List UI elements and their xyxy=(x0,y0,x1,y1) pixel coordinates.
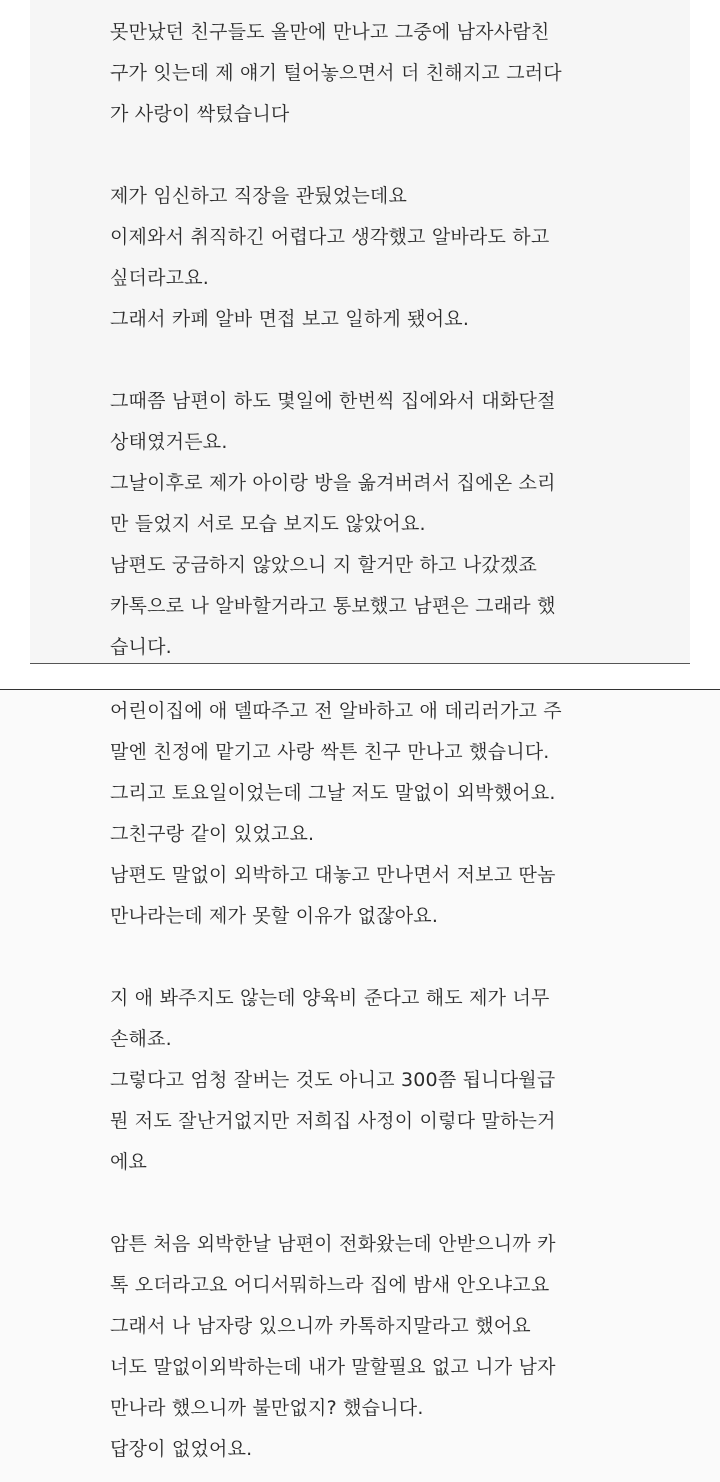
text-line: 그친구랑 같이 있었고요. xyxy=(110,823,315,845)
text-line: 구가 잇는데 제 얘기 털어놓으면서 더 친해지고 그러다 xyxy=(110,62,562,84)
text-line: 싶더라고요. xyxy=(110,267,210,289)
text-line: 만나라 했으니까 불만없지? 했습니다. xyxy=(110,1397,424,1419)
text-line: 그래서 나 남자랑 있으니까 카톡하지말라고 했어요 xyxy=(110,1315,531,1337)
blank-line xyxy=(110,340,700,381)
text-line: 답장이 없었어요. xyxy=(110,1438,253,1460)
text-line: 만 들었지 서로 모습 보지도 않았어요. xyxy=(110,513,426,535)
text-line: 말엔 친정에 맡기고 사랑 싹튼 친구 만나고 했습니다. xyxy=(110,741,550,763)
text-line: 그날이후로 제가 아이랑 방을 옮겨버려서 집에온 소리 xyxy=(110,472,556,494)
text-line: 남편도 궁금하지 않았으니 지 할거만 하고 나갔겠죠 xyxy=(110,554,538,576)
text-line: 톡 오더라고요 어디서뭐하느라 집에 밤새 안오냐고요 xyxy=(110,1274,550,1296)
text-line: 카톡으로 나 알바할거라고 통보했고 남편은 그래라 했 xyxy=(110,595,556,617)
text-line: 뭔 저도 잘난거없지만 저희집 사정이 이렇다 말하는거 xyxy=(110,1110,556,1132)
blank-line xyxy=(110,135,700,176)
text-line: 제가 임신하고 직장을 관뒀었는데요 xyxy=(110,185,408,207)
text-line: 그리고 토요일이었는데 그날 저도 말없이 외박했어요. xyxy=(110,782,556,804)
text-line: 그래서 카페 알바 면접 보고 일하게 됐어요. xyxy=(110,308,470,330)
blank-line xyxy=(110,937,700,978)
text-line: 상태였거든요. xyxy=(110,431,228,453)
text-line: 어린이집에 애 델따주고 전 알바하고 애 데리러가고 주 xyxy=(110,700,562,722)
text-line: 지 애 봐주지도 않는데 양육비 준다고 해도 제가 너무 xyxy=(110,987,550,1009)
text-line: 가 사랑이 싹텄습니다 xyxy=(110,103,290,125)
blank-line xyxy=(110,1183,700,1224)
text-line: 이제와서 취직하긴 어렵다고 생각했고 알바라도 하고 xyxy=(110,226,550,248)
text-line: 그때쯤 남편이 하도 몇일에 한번씩 집에와서 대화단절 xyxy=(110,390,556,412)
post-text-bottom xyxy=(110,691,700,1470)
text-line: 에요 xyxy=(110,1151,148,1173)
text-line: 못만났던 친구들도 올만에 만나고 그중에 남자사람친 xyxy=(110,21,550,43)
text-line: 만나라는데 제가 못할 이유가 없잖아요. xyxy=(110,905,439,927)
text-line: 너도 말없이외박하는데 내가 말할필요 없고 니가 남자 xyxy=(110,1356,556,1378)
text-line: 암튼 처음 외박한날 남편이 전화왔는데 안받으니까 카 xyxy=(110,1233,556,1255)
text-line: 손해죠. xyxy=(110,1028,172,1050)
text-line: 그렇다고 엄청 잘버는 것도 아니고 300쯤 됩니다월급 xyxy=(110,1069,556,1091)
text-line: 습니다. xyxy=(110,636,172,658)
post-text-top xyxy=(110,12,700,668)
text-line: 남편도 말없이 외박하고 대놓고 만나면서 저보고 딴놈 xyxy=(110,864,556,886)
